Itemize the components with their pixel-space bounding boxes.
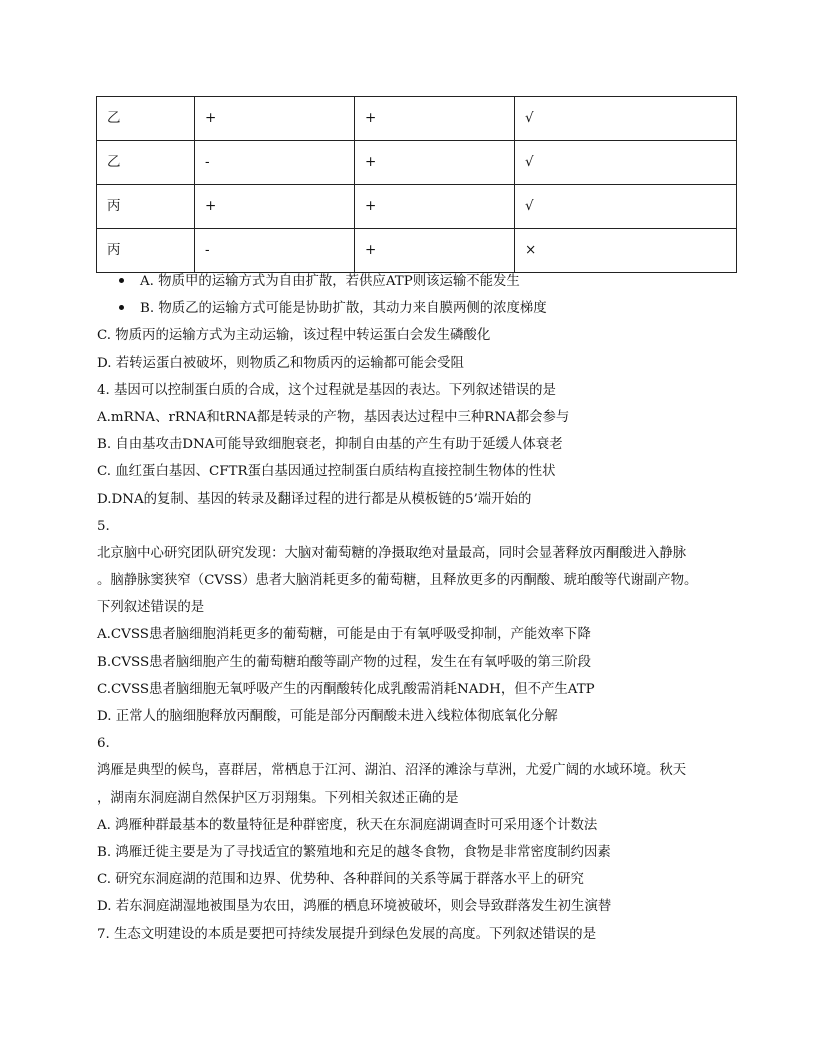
table-cell-substance: 丙 xyxy=(97,185,195,229)
q6-option-a: A. 鸿雁种群最基本的数量特征是种群密度，秋天在东洞庭湖调查时可采用逐个计数法 xyxy=(97,817,598,833)
q3-option-c: C. 物质丙的运输方式为主动运输，该过程中转运蛋白会发生磷酸化 xyxy=(97,328,491,344)
table-cell: - xyxy=(195,141,355,185)
table-cell-substance: 乙 xyxy=(97,141,195,185)
q6-option-b: B. 鸿雁迁徙主要是为了寻找适宜的繁殖地和充足的越冬食物，食物是非常密度制约因素 xyxy=(97,844,611,860)
table-cell: + xyxy=(195,185,355,229)
table-row xyxy=(97,185,737,229)
table-cell-mark: √ xyxy=(515,97,737,141)
table-cell-mark: √ xyxy=(515,141,737,185)
q5-option-b: B.CVSS患者脑细胞产生的葡萄糖珀酸等副产物的过程，发生在有氧呼吸的第三阶段 xyxy=(97,654,592,670)
table-cell: - xyxy=(195,229,355,273)
q5-stem-line: 北京脑中心研究团队研究发现：大脑对葡萄糖的净摄取绝对量最高，同时会显著释放丙酮酸进入静脉 xyxy=(97,545,687,561)
table-cell-substance: 丙 xyxy=(97,229,195,273)
question-content xyxy=(97,268,737,948)
table-cell: + xyxy=(195,97,355,141)
q6-stem-line: ，湖南东洞庭湖自然保护区万羽翔集。下列相关叙述正确的是 xyxy=(97,790,459,806)
q3-option-d: D. 若转运蛋白被破坏，则物质乙和物质丙的运输都可能会受阻 xyxy=(97,355,464,371)
table-cell-substance: 乙 xyxy=(97,97,195,141)
q4-option-b: B. 自由基攻击DNA可能导致细胞衰老，抑制自由基的产生有助于延缓人体衰老 xyxy=(97,437,563,453)
option-text: B. 物质乙的运输方式可能是协助扩散，其动力来自膜两侧的浓度梯度 xyxy=(140,301,547,317)
table-row xyxy=(97,229,737,273)
table-cell: + xyxy=(355,185,515,229)
q5-number: 5. xyxy=(97,518,110,534)
q5-option-c: C.CVSS患者脑细胞无氧呼吸产生的丙酮酸转化成乳酸需消耗NADH，但不产生ATP xyxy=(97,681,595,697)
q5-stem-line: 下列叙述错误的是 xyxy=(97,600,205,616)
q6-option-c: C. 研究东洞庭湖的范围和边界、优势种、各种群间的关系等属于群落水平上的研究 xyxy=(97,872,584,888)
transport-table xyxy=(96,96,737,273)
option-text: A. 物质甲的运输方式为自由扩散，若供应ATP则该运输不能发生 xyxy=(140,274,520,289)
table-cell-mark: × xyxy=(515,229,737,273)
table-cell: + xyxy=(355,229,515,273)
q4-option-c: C. 血红蛋白基因、CFTR蛋白基因通过控制蛋白质结构直接控制生物体的性状 xyxy=(97,464,556,480)
table-cell-mark: √ xyxy=(515,185,737,229)
q5-option-d: D. 正常人的脑细胞释放丙酮酸，可能是部分丙酮酸未进入线粒体彻底氧化分解 xyxy=(97,709,558,724)
bullet-icon xyxy=(119,305,124,310)
q6-stem-line: 鸿雁是典型的候鸟，喜群居，常栖息于江河、湖泊、沼泽的滩涂与草洲，尤爱广阔的水域环境。秋天 xyxy=(97,763,687,779)
q3-option-a xyxy=(97,268,737,295)
q6-option-d: D. 若东洞庭湖湿地被围垦为农田，鸿雁的栖息环境被破坏，则会导致群落发生初生演替 xyxy=(97,899,612,915)
table-cell: + xyxy=(355,97,515,141)
bullet-icon xyxy=(119,278,124,283)
q7-stem: 7. 生态文明建设的本质是要把可持续发展提升到绿色发展的高度。下列叙述错误的是 xyxy=(97,926,597,942)
q6-number: 6. xyxy=(97,736,110,752)
table-row xyxy=(97,97,737,141)
q5-stem-line: 。脑静脉窦狭窄（CVSS）患者大脑消耗更多的葡萄糖，且释放更多的丙酮酸、琥珀酸等代谢副产物。 xyxy=(97,573,698,589)
table-row xyxy=(97,141,737,185)
q4-option-a: A.mRNA、rRNA和tRNA都是转录的产物，基因表达过程中三种RNA都会参与 xyxy=(97,409,570,425)
q3-option-b xyxy=(97,295,737,322)
q4-option-d: D.DNA的复制、基因的转录及翻译过程的进行都是从模板链的5’端开始的 xyxy=(97,491,532,507)
table-cell: + xyxy=(355,141,515,185)
q5-option-a: A.CVSS患者脑细胞消耗更多的葡萄糖，可能是由于有氧呼吸受抑制，产能效率下降 xyxy=(97,627,591,643)
q4-stem: 4. 基因可以控制蛋白质的合成，这个过程就是基因的表达。下列叙述错误的是 xyxy=(97,382,556,398)
